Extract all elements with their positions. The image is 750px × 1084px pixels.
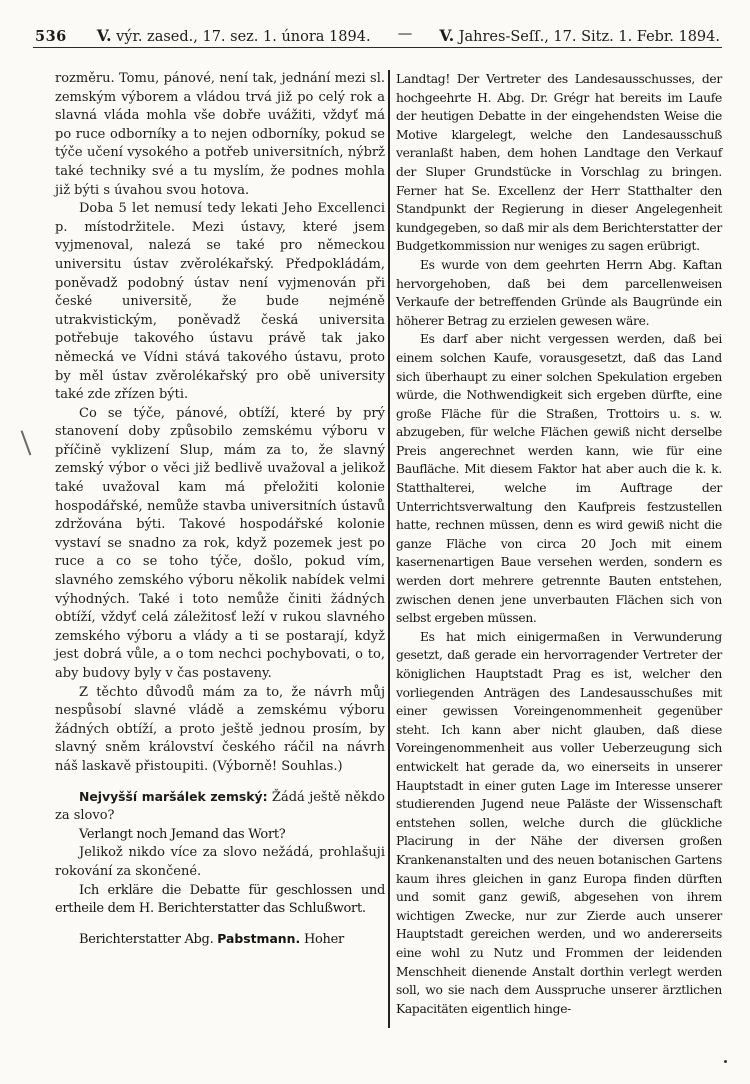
paragraph-czech-3: Co se týče, pánové, obtíží, které by prý stanovení doby způsobilo zemskému výboru v příčině vyklizení Slup, mám za to, že slavný zemský výbor o věci již bedlivě uvažoval a jelikož také uvažoval kam má přeložiti kolonie hospodářské, nemůže stavba universitních ústavů zdržována býti. Takové hospodářské kolonie vystaví se snadno za rok, když pozemek jest po ruce a co se toho týče, došlo, pokud vím, slavného zemského výboru několik nabídek velmi výhodných. Také i toto nemůže činiti žádných obtíží, vždyť celá záležitosť leží v rukou slavného zemského výboru a vlády a ti se postarají, když jest dobrá vůle, a o tom nechci pochybovati, o to, aby budovy byly v čas postaveny. [55, 405, 385, 681]
page-number: 536 [35, 28, 67, 45]
scan-artifact-slash [21, 431, 31, 456]
paragraph-rapporteur-intro [55, 930, 385, 950]
rapporteur-intro-pre: Berichterstatter Abg. [79, 931, 218, 947]
session-text-german: Jahres-Seſſ., 17. Sitz. 1. Febr. 1894. [454, 29, 720, 45]
paragraph-marshal-closing: Jelikož nikdo více za slovo nežádá, prohlašuji rokování za skončené. [55, 845, 385, 879]
header-rule [33, 47, 722, 48]
marshal-question-text: Žádá ještě někdo za slovo? [55, 789, 385, 824]
text-columns [55, 70, 722, 1028]
speaker-name-marshal: Nejvyšší maršálek zemský: [79, 788, 268, 804]
paragraph-marshal-question-german: Verlangt noch Jemand das Wort? [79, 826, 286, 842]
german-column [390, 70, 722, 1028]
paragraph-german-4: Es hat mich einigermaßen in Verwunderung gesetzt, daß gerade ein hervorragender Vertreter der königlichen Hauptstadt Prag es ist, welcher den vorliegenden Anträgen des Landesausschußes mit einer gewissen Voreingenommenheit gegenüber steht. Ich kann aber nicht glauben, daß diese Voreingenommenheit aus voller Ueberzeugung sich entwickelt hat gerade da, wo einerseits in unserer Hauptstadt in einer guten Lage im Interesse unserer studierenden Jugend neue Paläste der Wissenschaft entstehen sollen, welche durch die glückliche Placirung in der Nähe der diversen großen Krankenanstalten und des neuen botanischen Gartens kaum ihres gleichen in ganz Europa finden dürften und somit ganz gewiß, abgesehen von ihrem wichtigen Zwecke, nur zur Zierde auch unserer Hauptstadt gereichen werden, und wo andererseits eine wohl zu Nutz und Frommen der leidenden Menschheit dienende Anstalt dorthin verlegt werden soll, wo sie nach dem Ausspruche unserer ärztlichen Kapacitäten eigentlich hinge- [396, 629, 722, 1016]
session-text-czech: výr. zased., 17. sez. 1. února 1894. [111, 29, 371, 45]
paragraph-marshal-question [55, 788, 385, 826]
paragraph-czech-2: Doba 5 let nemusí tedy lekati Jeho Excellenci p. místodržitele. Mezi ústavy, které jsem vyjmenoval, nalezá se také pro německou universitu ústav zvěrolékařský. Předpokládám, poněvadž podobný ústav není vyjmenován při české universitě, že bude nejméně utrakvistickým, poněvadž česká universita potřebuje takového ústavu právě tak jako německá ve Vídni stává takového ústavu, proto by měl ústav zvěrolékařský pro obě university také zde zřízen býti. [55, 201, 385, 403]
session-volume-czech: V. [96, 26, 112, 45]
session-separator: — [397, 26, 413, 42]
session-title [97, 26, 720, 45]
paragraph-german-3: Es darf aber nicht vergessen werden, daß bei einem solchen Kaufe, vorausgesetzt, daß das Land sich überhaupt zu einer solchen Spekulation ergeben würde, die Nothwendigkeit sich ergeben dürfte, eine große Fläche für die Straßen, Trottoirs u. s. w. abzugeben, für welche Flächen gewiß nicht derselbe Preis angerechnet werden kann, wie für eine Baufläche. Mit diesem Faktor hat aber auch die k. k. Statthalterei, welche im Auftrage der Unterrichtsverwaltung den Kaufpreis festzustellen hatte, rechnen müssen, denn es wird gewiß nicht die ganze Fläche von circa 20 Joch mit einem kasernenartigen Baue versehen werden, sondern es werden dort mehrere getrennte Bauten entstehen, zwischen denen jene unverbauten Flächen sich von selbst ergeben müssen. [396, 332, 722, 626]
paragraph-marshal-closing-german: Ich erkläre die Debatte für geschlossen und ertheile dem H. Berichterstatter das Schlußwort. [55, 882, 385, 917]
session-title-german [439, 26, 720, 45]
scan-artifact-dot [724, 1060, 727, 1063]
session-volume-german: V. [439, 26, 455, 45]
speaker-name-pabstmann: Pabstmann. [217, 930, 301, 946]
page-header [35, 26, 720, 45]
paragraph-czech-4: Z těchto důvodů mám za to, že návrh můj nespůsobí slavné vládě a zemskému výboru žádných obtíží, a proto ještě jednou prosím, by slavný sněm království českého ráčil na návrh náš laskavě přistoupiti. (Výborně! Souhlas.) [55, 684, 385, 774]
paragraph-german-2: Es wurde von dem geehrten Herrn Abg. Kaftan hervorgehoben, daß bei dem parcellenweisen Verkaufe der betreffenden Gründe als Baugründe ein höherer Betrag zu erzielen gewesen wäre. [396, 257, 722, 328]
session-title-czech [97, 26, 371, 45]
paragraph-czech-1: rozměru. Tomu, pánové, není tak, jednání mezi sl. zemským výborem a vládou trvá již po celý rok a slavná vláda mohla vše dobře uvážiti, vždyť má po ruce odborníky a to nejen odborníky, pokud se týče učení vysokého a potřeb universitních, nýbrž také techniky své a tu myslím, že podnes mohla již býti s úvahou svou hotova. [55, 71, 385, 198]
czech-column [55, 70, 385, 1028]
rapporteur-intro-post: Hoher [300, 931, 344, 947]
paragraph-german-1: Landtag! Der Vertreter des Landesausschusses, der hochgeehrte H. Abg. Dr. Grégr hat bereits im Laufe der heutigen Debatte in der eingehendsten Weise die Motive klargelegt, welche den Landesausschuß veranlaßt haben, dem hohen Landtage den Verkauf der Sluper Grundstücke in Vorschlag zu bringen. Ferner hat Se. Excellenz der Herr Statthalter den Standpunkt der Regierung in dieser Angelegenheit kundgegeben, so daß mir als dem Berichterstatter der Budgetkommission nur weniges zu sagen erübrigt. [396, 72, 722, 254]
